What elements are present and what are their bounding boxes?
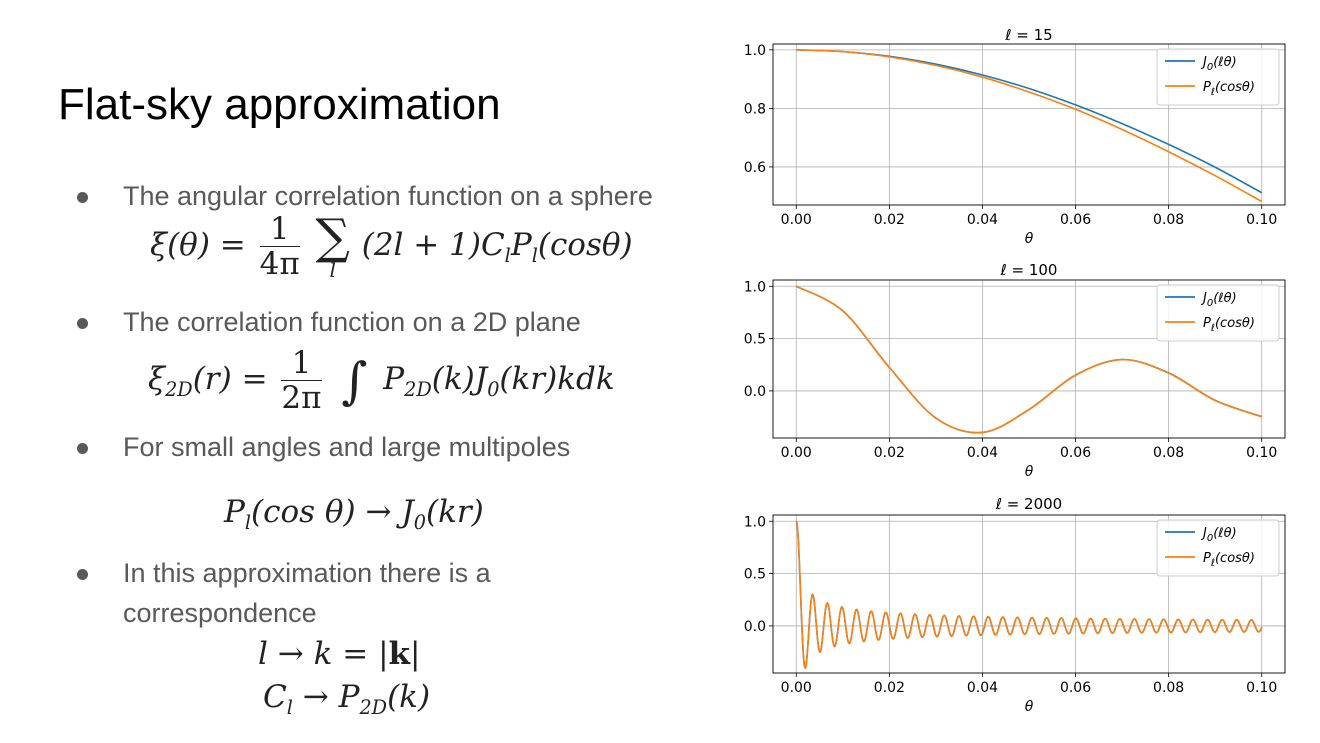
chart-1-legend-label-2-rest: (cosθ): [1214, 80, 1255, 95]
eq2-rhs-part1: P: [383, 361, 405, 398]
eq3-rhs-sub: 0: [413, 511, 426, 535]
chart-1-legend-label-1-sub: 0: [1206, 62, 1214, 73]
eq4-line2-b: → P: [292, 679, 360, 715]
eq3-lhs-part2: (cos θ) → J: [251, 494, 414, 530]
eq2-lhs-part1: ξ: [148, 361, 166, 398]
eq4-line1-b: |: [410, 636, 421, 672]
chart-3-legend-label-1-sub: 0: [1206, 533, 1214, 544]
chart-3-ytick-label-0: 0.0: [743, 618, 766, 635]
chart-1-ytick-label-2: 1.0: [743, 42, 766, 59]
eq2-rhs-sub1: 2D: [404, 378, 432, 402]
eq2-denominator: 2π: [281, 380, 322, 417]
chart-2-legend-label-2-sub: ℓ: [1210, 323, 1215, 334]
chart-1-legend-label-2-main: P: [1203, 80, 1211, 95]
chart-3-legend-label-2-sub: ℓ: [1210, 558, 1215, 569]
chart-1-xtick-label-4: 0.08: [1153, 212, 1185, 228]
chart-3-legend-label-1-main: J: [1203, 526, 1207, 541]
chart-1-legend-label-1-rest: (ℓθ): [1213, 55, 1237, 70]
chart-2-legend-label-1-sub: 0: [1206, 298, 1214, 309]
eq1-numerator: 1: [260, 212, 300, 247]
sum-index: l: [329, 257, 336, 282]
chart-3-xtick-label-4: 0.08: [1153, 680, 1185, 696]
eq3-lhs-sub: l: [244, 511, 252, 535]
chart-2-legend-label-2-main: P: [1203, 316, 1211, 331]
chart-1-legend-label-2-sub: ℓ: [1210, 87, 1215, 98]
chart-3-legend-label-2-main: P: [1203, 551, 1211, 566]
eq2-lhs-sub: 2D: [165, 378, 193, 402]
chart-3-xtick-label-5: 0.10: [1246, 680, 1278, 696]
bullet-4-text-line1: In this approximation there is a: [123, 558, 491, 588]
chart-1-xtick-label-0: 0.00: [780, 212, 812, 228]
chart-3-xtick-label-1: 0.02: [873, 680, 905, 696]
chart-1-xtick-label-2: 0.04: [966, 212, 999, 228]
chart-3-title: ℓ = 2000: [995, 495, 1063, 513]
bullet-2-text: The correlation function on a 2D plane: [123, 307, 581, 337]
chart-1-xtick-label-5: 0.10: [1246, 212, 1278, 228]
chart-1-xtick-label-3: 0.06: [1059, 212, 1092, 228]
eq3-lhs-part1: P: [224, 494, 245, 530]
bullet-1-text: The angular correlation function on a sphere: [123, 181, 653, 211]
chart-2-xtick-label-1: 0.02: [873, 445, 905, 461]
eq3-rhs: (kr): [425, 494, 484, 530]
bullet-4-text-line2: correspondence: [123, 598, 317, 628]
chart-1: [744, 26, 1285, 247]
eq1-denominator: 4π: [259, 246, 300, 283]
chart-1-ytick-label-0: 0.6: [743, 159, 766, 176]
chart-2-xlabel: θ: [1024, 464, 1034, 480]
chart-2-xtick-label-2: 0.04: [966, 445, 999, 461]
eq2-lhs-part2: (r) =: [192, 361, 268, 398]
chart-2-title: ℓ = 100: [1000, 261, 1058, 279]
eq2-rhs-part3: (kr)kdk: [499, 361, 615, 398]
chart-2-xtick-label-0: 0.00: [780, 445, 812, 461]
chart-2-ytick-label-1: 0.5: [743, 331, 766, 348]
eq4-line1-bold-k: k: [388, 636, 410, 672]
chart-3-xtick-label-0: 0.00: [780, 680, 812, 696]
chart-2-legend-label-1-main: J: [1203, 291, 1207, 306]
eq1-rhs-part2: P: [510, 227, 532, 264]
eq1-lhs: ξ(θ) =: [150, 227, 246, 264]
chart-3-ytick-label-2: 1.0: [743, 514, 766, 531]
chart-3-xlabel: θ: [1024, 699, 1034, 715]
eq4-line2-b-sub: 2D: [359, 696, 388, 720]
chart-3-ytick-label-1: 0.5: [743, 566, 766, 583]
eq2-numerator: 1: [281, 346, 321, 381]
chart-1-title: ℓ = 15: [1005, 26, 1053, 44]
eq4-line1-a: l → k = |: [258, 636, 389, 672]
eq1-rhs-sub1: l: [504, 244, 511, 268]
chart-1-legend-label-1-main: J: [1203, 55, 1207, 70]
eq1-rhs-sub2: l: [531, 244, 538, 268]
chart-1-xtick-label-1: 0.02: [873, 212, 905, 228]
eq4-line2-c: (k): [387, 679, 431, 715]
eq1-rhs-part3: (cosθ): [537, 227, 633, 264]
chart-3: [744, 495, 1285, 715]
chart-2-xtick-label-3: 0.06: [1059, 445, 1092, 461]
eq2-rhs-part2: (k)J: [431, 361, 488, 398]
eq4-line2-a: C: [263, 679, 287, 715]
chart-3-legend-label-1-rest: (ℓθ): [1213, 526, 1237, 541]
eq4-line2-a-sub: l: [286, 696, 293, 720]
chart-2-ytick-label-2: 1.0: [743, 279, 766, 296]
chart-2-ytick-label-0: 0.0: [743, 383, 766, 400]
chart-2-xtick-label-5: 0.10: [1246, 445, 1278, 461]
chart-2-legend-label-2-rest: (cosθ): [1214, 316, 1255, 331]
chart-2-xtick-label-4: 0.08: [1153, 445, 1185, 461]
chart-3-xtick-label-2: 0.04: [966, 680, 999, 696]
chart-3-legend-label-2-rest: (cosθ): [1214, 551, 1255, 566]
chart-3-xtick-label-3: 0.06: [1059, 680, 1092, 696]
slide-title: Flat-sky approximation: [58, 80, 501, 129]
eq1-rhs-part1: (2l + 1)C: [361, 227, 505, 264]
chart-2: [744, 261, 1285, 480]
eq2-rhs-sub2: 0: [487, 378, 500, 402]
chart-2-legend-label-1-rest: (ℓθ): [1213, 291, 1237, 306]
sum-symbol: ∑: [315, 208, 350, 265]
bullet-3-text: For small angles and large multipoles: [123, 432, 571, 462]
chart-1-ytick-label-1: 0.8: [743, 101, 766, 118]
chart-1-xlabel: θ: [1024, 231, 1034, 247]
integral-symbol: ∫: [341, 351, 368, 410]
